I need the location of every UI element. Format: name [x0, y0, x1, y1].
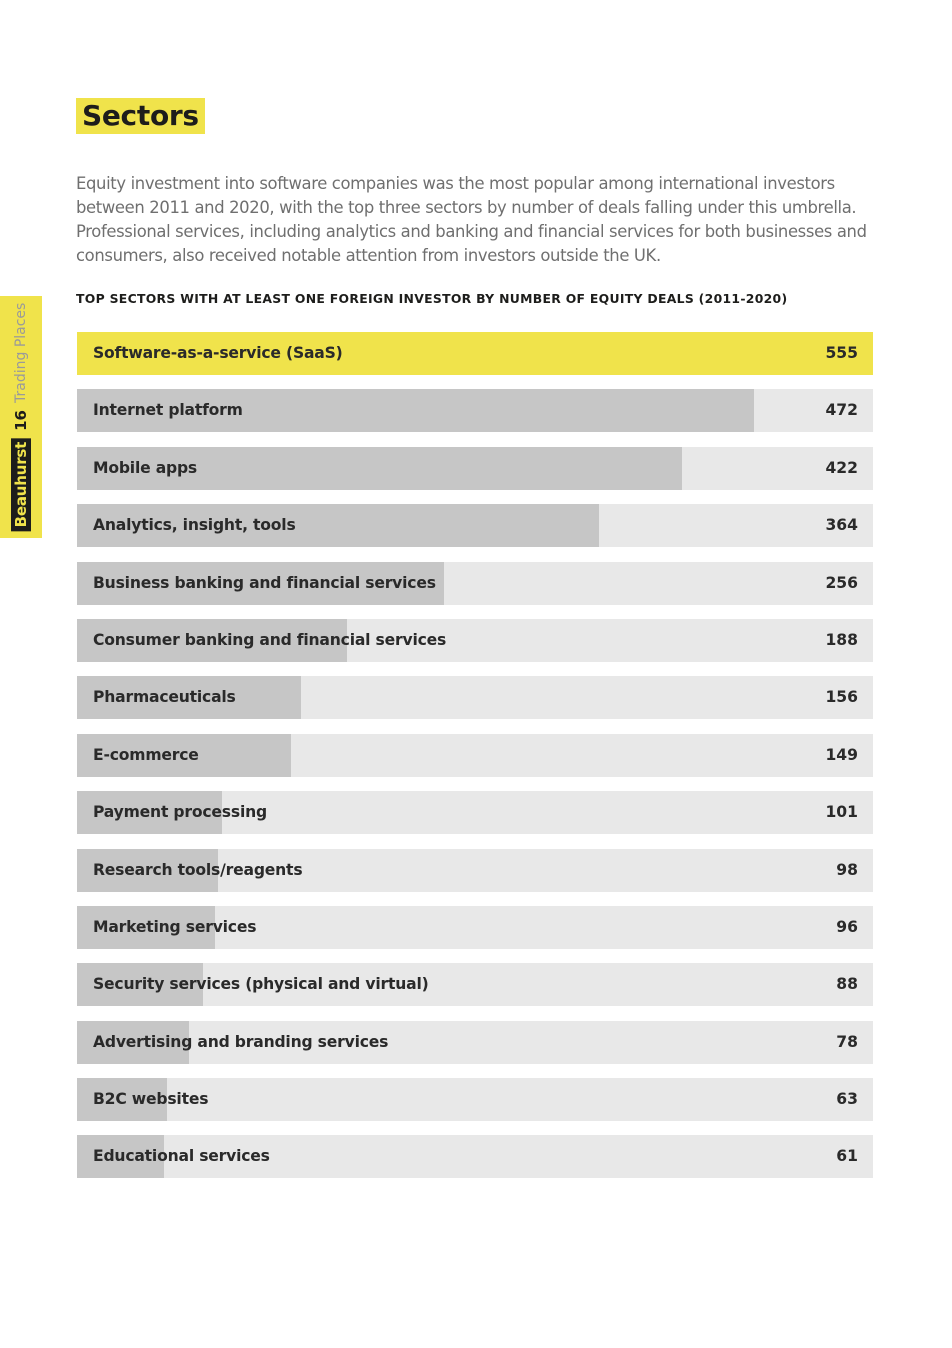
bar-value: 88 [836, 975, 858, 994]
bar-label: Software-as-a-service (SaaS) [93, 344, 343, 362]
bar-label: Internet platform [93, 401, 243, 420]
bar-label: Security services (physical and virtual) [93, 975, 429, 994]
bar-row [77, 1135, 873, 1178]
bar-value: 78 [836, 1032, 858, 1051]
bar-label: Mobile apps [93, 458, 198, 477]
bar-value: 256 [825, 573, 858, 592]
bar-label: Research tools/reagents [93, 860, 303, 879]
bar-row [77, 332, 873, 375]
bar-row [77, 504, 873, 547]
bar-chart [77, 332, 873, 1193]
bar-label: Pharmaceuticals [93, 688, 236, 707]
bar-label: Consumer banking and financial services [93, 630, 447, 649]
chart-title: TOP SECTORS WITH AT LEAST ONE FOREIGN INVESTOR BY NUMBER OF EQUITY DEALS (2011-2020) [76, 291, 788, 306]
document-name: Trading Places [13, 302, 29, 403]
intro-paragraph: Equity investment into software companies was the most popular among international investors between 2011 and 2020, with the top three sectors by number of deals falling under this umbrella. Professional services, including analytics and banking and financial services for both businesses and consumers, also received notable attention from investors outside the UK. [76, 174, 867, 265]
bar-row [77, 963, 873, 1006]
bar-label: B2C websites [93, 1090, 209, 1109]
bar-row [77, 849, 873, 892]
bar-value: 101 [825, 803, 858, 822]
bar-label: Business banking and financial services [93, 573, 436, 592]
bar-label: E-commerce [93, 745, 199, 764]
bar-value: 188 [825, 630, 858, 649]
bar-row [77, 389, 873, 432]
bar-row [77, 906, 873, 949]
bar-value: 156 [825, 688, 858, 707]
bar-value: 98 [836, 860, 858, 879]
bar-value: 364 [825, 516, 858, 535]
bar-row [77, 562, 873, 605]
bar-label: Analytics, insight, tools [93, 516, 296, 535]
bar-label: Advertising and branding services [93, 1032, 389, 1051]
bar-row [77, 791, 873, 834]
bar-value: 422 [825, 458, 858, 477]
bar-value: 61 [836, 1147, 858, 1166]
bar-row [77, 676, 873, 719]
bar-value: 96 [836, 917, 858, 936]
bar-value: 63 [836, 1090, 858, 1109]
bar-value: 472 [825, 401, 858, 420]
sidebar-tab [0, 296, 42, 538]
bar-row [77, 734, 873, 777]
bar-row [77, 447, 873, 490]
sidebar-text [11, 303, 31, 532]
bar-value: 149 [825, 745, 858, 764]
bar-label: Marketing services [93, 917, 257, 936]
page-title: Sectors [76, 98, 205, 134]
bar-label: Educational services [93, 1147, 270, 1166]
bar-row [77, 619, 873, 662]
brand-logo: Beauhurst [11, 438, 31, 531]
page-number: 16 [12, 410, 30, 431]
bar-row [77, 1021, 873, 1064]
bar-value: 555 [825, 344, 858, 362]
bar-row [77, 1078, 873, 1121]
bar-label: Payment processing [93, 803, 267, 822]
